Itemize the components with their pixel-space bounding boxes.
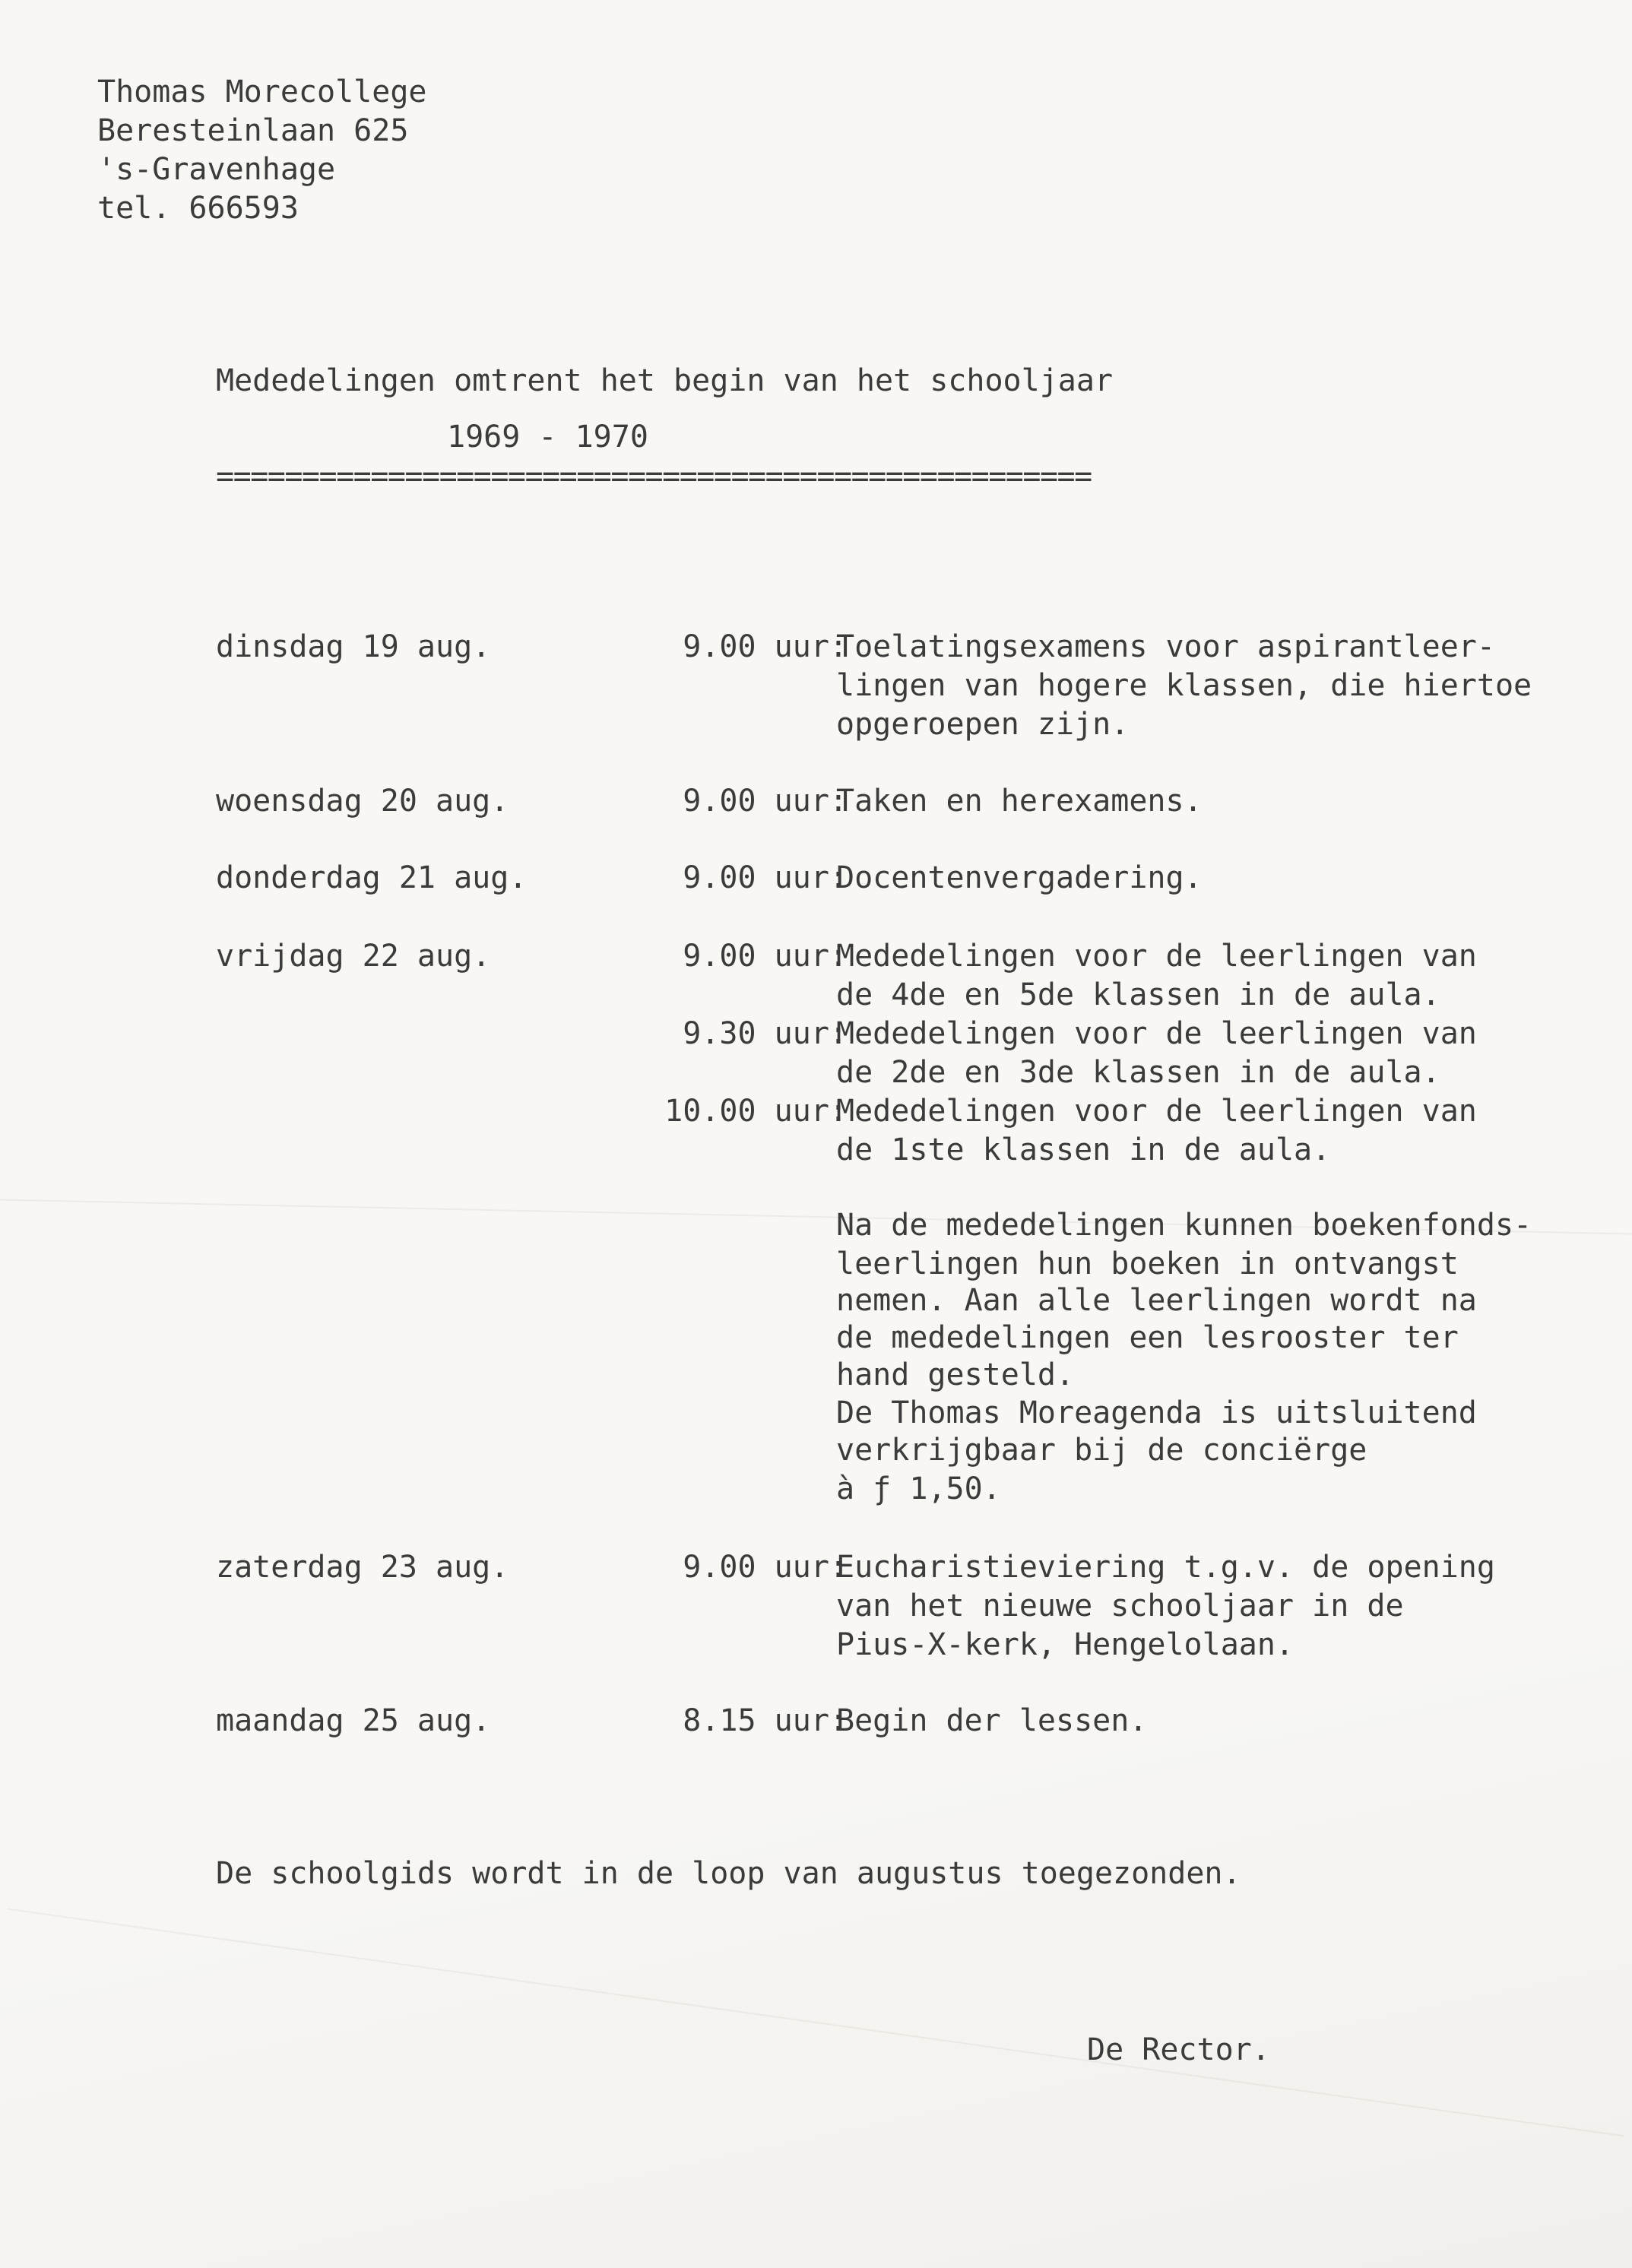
paper-crease [8,1908,1624,2137]
schedule-text: Mededelingen voor de leerlingen van [836,1016,1477,1051]
schedule-day: vrijdag 22 aug. [216,939,491,974]
schedule-text: Mededelingen voor de leerlingen van [836,939,1477,974]
schedule-text: de 1ste klassen in de aula. [836,1132,1331,1167]
schedule-note: Na de mededelingen kunnen boekenfonds- [836,1208,1532,1243]
schedule-text: van het nieuwe schooljaar in de [836,1589,1404,1623]
city: 's-Gravenhage [97,152,336,187]
schedule-text: de 2de en 3de klassen in de aula. [836,1055,1440,1090]
schedule-text: lingen van hogere klassen, die hiertoe [836,668,1532,703]
schedule-time: 8.15 uur: [683,1703,848,1738]
schedule-day: donderdag 21 aug. [216,860,528,895]
schedule-time: 9.30 uur: [683,1016,848,1051]
schedule-text: Mededelingen voor de leerlingen van [836,1094,1477,1129]
schedule-text: Docentenvergadering. [836,860,1203,895]
schedule-text: opgeroepen zijn. [836,707,1130,742]
schedule-day: woensdag 20 aug. [216,784,509,819]
schedule-text: Pius-X-kerk, Hengelolaan. [836,1627,1295,1662]
school-name: Thomas Morecollege [97,74,427,109]
street-address: Beresteinlaan 625 [97,113,409,148]
schedule-note: De Thomas Moreagenda is uitsluitend [836,1395,1477,1430]
schedule-text: Taken en herexamens. [836,784,1203,819]
schedule-time: 9.00 uur: [683,629,848,664]
phone-number: tel. 666593 [97,191,299,226]
schedule-time: 10.00 uur: [664,1094,848,1129]
signature: De Rector. [1087,2032,1270,2067]
schedule-day: maandag 25 aug. [216,1703,491,1738]
schoolgids-note: De schoolgids wordt in de loop van augustus toegezonden. [216,1856,1241,1891]
schedule-day: zaterdag 23 aug. [216,1550,509,1585]
schedule-note: leerlingen hun boeken in ontvangst [836,1246,1459,1281]
schedule-note: de mededelingen een lesrooster ter [836,1320,1459,1355]
school-year: 1969 - 1970 [447,420,648,455]
schedule-text: de 4de en 5de klassen in de aula. [836,977,1440,1012]
schedule-time: 9.00 uur: [683,860,848,895]
title-separator: =================================================== [216,459,1092,494]
title-line: Mededelingen omtrent het begin van het schooljaar [216,363,1114,398]
schedule-time: 9.00 uur: [683,1550,848,1585]
schedule-note: hand gesteld. [836,1357,1075,1392]
schedule-text: Begin der lessen. [836,1703,1148,1738]
schedule-note: verkrijgbaar bij de conciërge [836,1433,1367,1468]
schedule-note: à ƒ 1,50. [836,1471,1001,1506]
schedule-text: Toelatingsexamens voor aspirantleer- [836,629,1495,664]
schedule-note: nemen. Aan alle leerlingen wordt na [836,1283,1477,1318]
schedule-time: 9.00 uur: [683,939,848,974]
schedule-day: dinsdag 19 aug. [216,629,491,664]
schedule-time: 9.00 uur: [683,784,848,819]
schedule-text: Eucharistieviering t.g.v. de opening [836,1550,1495,1585]
